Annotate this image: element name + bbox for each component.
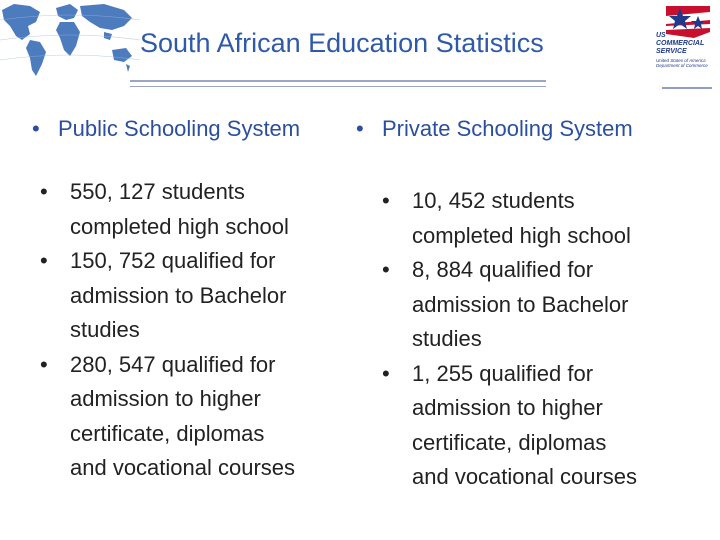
title-rule (130, 80, 546, 82)
title-rule-thin (130, 86, 546, 87)
logo-wordmark: US COMMERCIAL SERVICE (656, 32, 705, 55)
list-item: • 150, 752 qualified for admission to Bachelor studies (40, 248, 287, 342)
public-stats-list (28, 175, 358, 486)
list-item: • 280, 547 qualified for admission to higher certificate, diplomas and vocational courses (40, 351, 296, 480)
logo-subtitle: United States of America Department of Commerce (656, 58, 708, 68)
list-item: • 10, 452 students completed high school (382, 188, 631, 248)
private-heading: • Private Schooling System (356, 116, 633, 141)
list-item: • 1, 255 qualified for admission to higher certificate, diplomas and vocational courses (382, 360, 638, 489)
world-map-icon (0, 0, 140, 80)
public-heading: • Public Schooling System (32, 116, 301, 141)
private-stats-list (370, 184, 710, 495)
list-item: • 550, 127 students completed high school (40, 179, 289, 239)
list-item: • 8, 884 qualified for admission to Bachelor studies (382, 257, 629, 351)
page-title: South African Education Statistics (140, 28, 544, 58)
